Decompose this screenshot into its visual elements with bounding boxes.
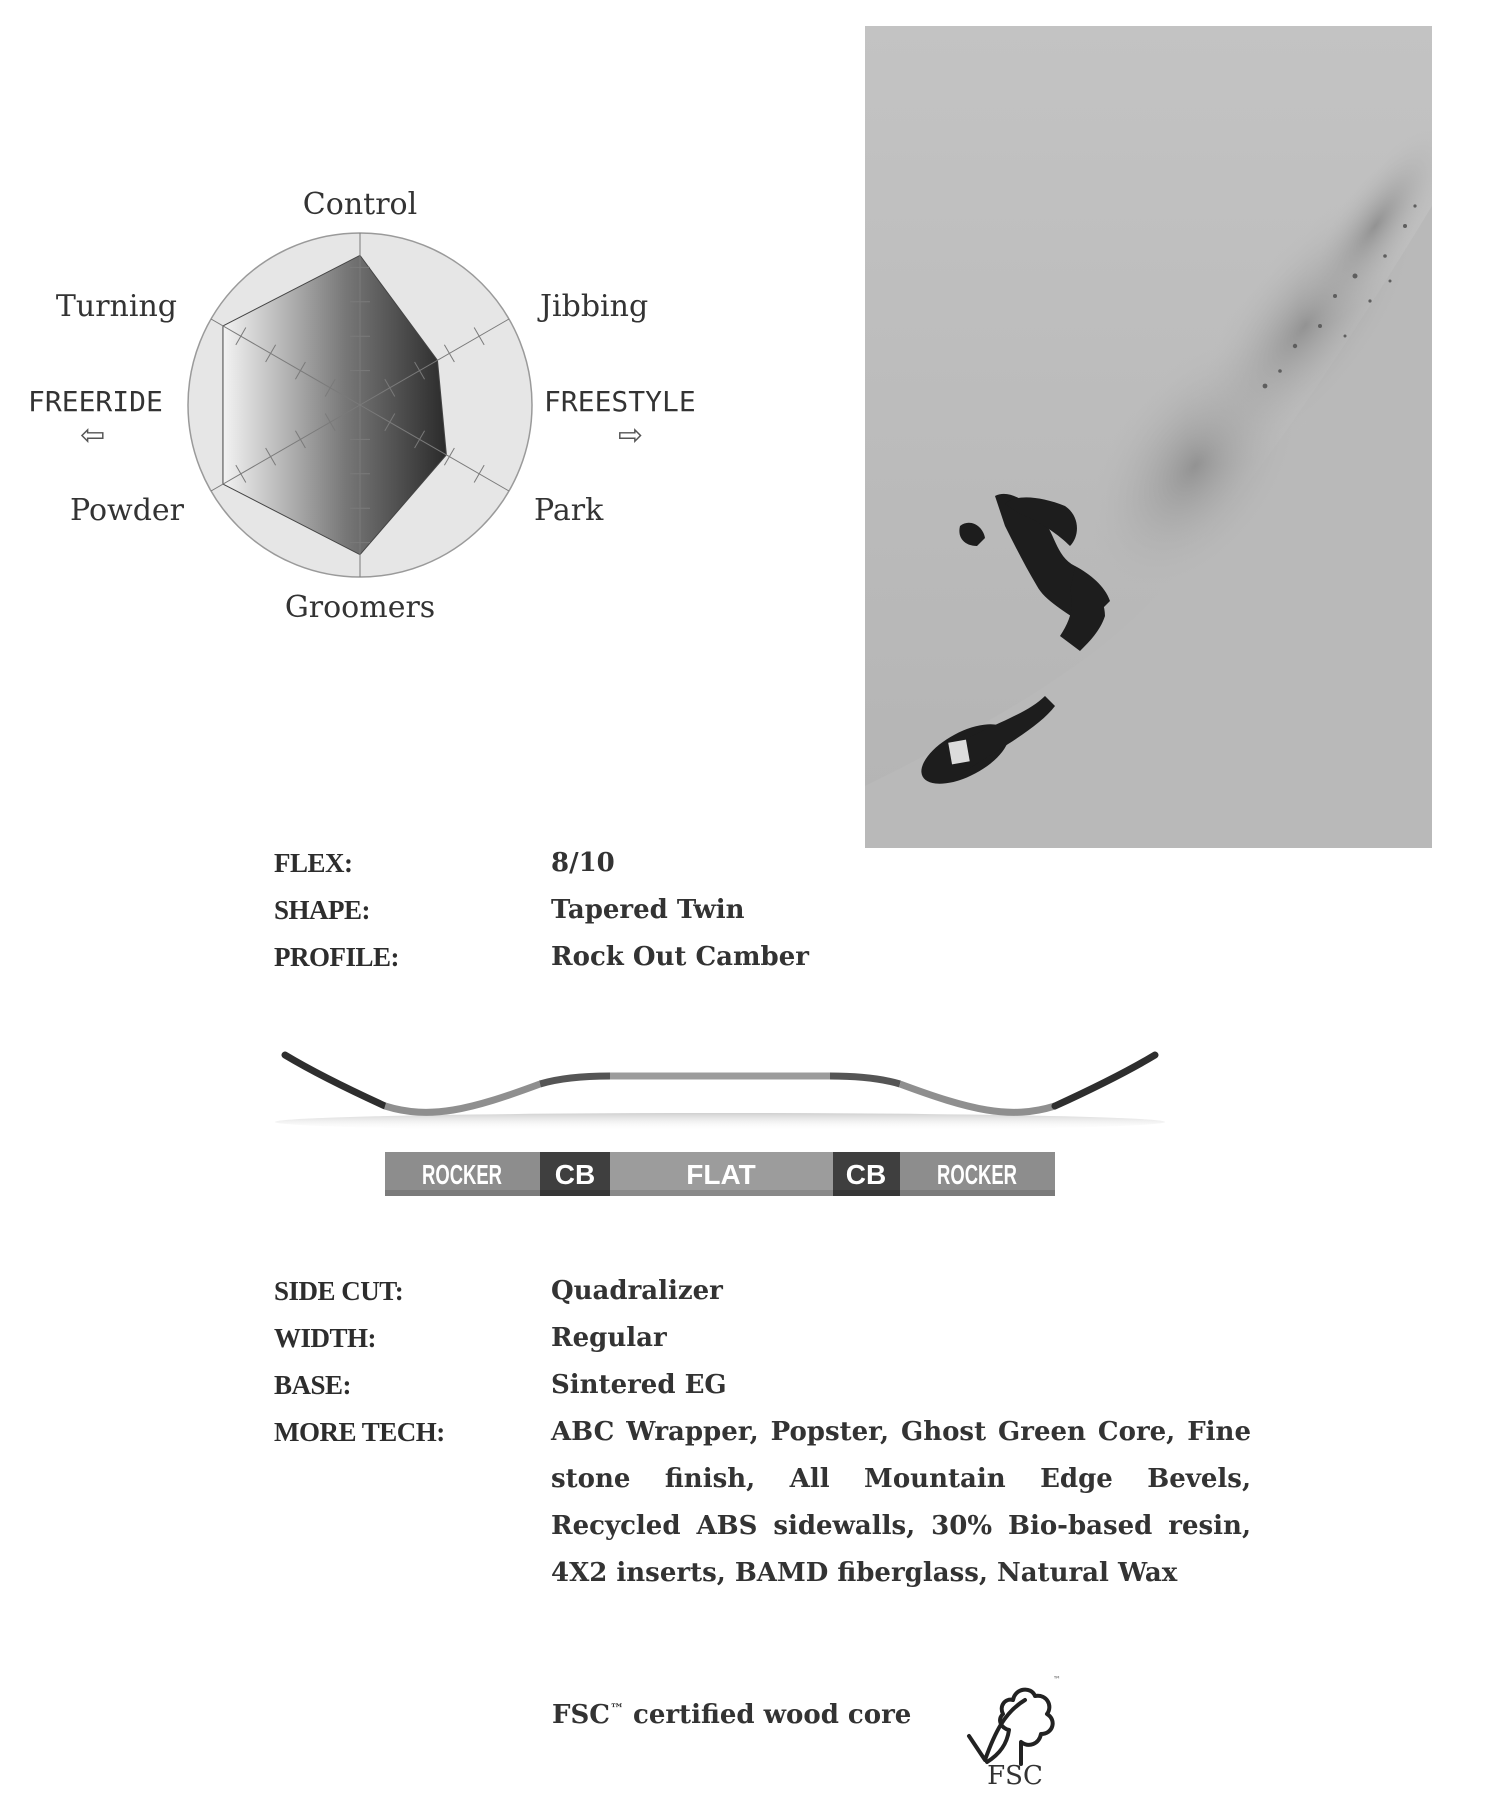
- spec-label: SHAPE:: [274, 895, 371, 925]
- spec-label: MORE TECH:: [274, 1417, 445, 1447]
- spec-label: PROFILE:: [274, 942, 400, 972]
- spec-value: Tapered Twin: [551, 895, 745, 925]
- freeride-label: FREERIDE: [28, 385, 163, 418]
- segment-label-flat: FLAT: [686, 1159, 756, 1190]
- spec-row-more-tech: [274, 1409, 1274, 1597]
- radar-label-jibbing: Jibbing: [540, 289, 649, 324]
- segment-label-cb-left: CB: [554, 1159, 596, 1190]
- fsc-logo-text: FSC: [987, 1761, 1043, 1790]
- radar-label-groomers: Groomers: [284, 590, 436, 625]
- spec-value: Sintered EG: [551, 1370, 727, 1400]
- board-profile-curve-outer-left: [285, 1055, 385, 1106]
- radar-label-turning: Turning: [55, 289, 177, 324]
- specs-bottom-table: [274, 1268, 1274, 1597]
- spec-value: Regular: [551, 1323, 667, 1353]
- spec-label: FLEX:: [274, 848, 353, 878]
- spec-row-flex: [274, 840, 1274, 887]
- board-profile-curve-cb-left: [540, 1076, 610, 1084]
- segment-label-cb-right: CB: [845, 1159, 887, 1190]
- specs-top-table: [274, 840, 1274, 981]
- spec-row-side-cut: [274, 1268, 1274, 1315]
- board-profile-curve-cb-right: [830, 1076, 900, 1084]
- board-profile-diagram: [270, 1040, 1170, 1210]
- board-shadow: [275, 1113, 1165, 1131]
- radar-label-park: Park: [534, 493, 604, 528]
- board-profile-curve-rocker-left: [385, 1084, 540, 1112]
- spec-row-base: [274, 1362, 1274, 1409]
- radar-label-control: Control: [302, 187, 418, 222]
- spec-label: SIDE CUT:: [274, 1276, 404, 1306]
- right-arrow-icon: ⇨: [618, 418, 644, 453]
- spec-row-profile: [274, 934, 1274, 981]
- board-profile-curve-rocker-right: [900, 1084, 1055, 1112]
- spec-row-shape: [274, 887, 1274, 934]
- board-profile-curve-outer-right: [1055, 1055, 1155, 1106]
- snowboarder-photo: [865, 26, 1432, 848]
- spec-value: ABC Wrapper, Popster, Ghost Green Core, Fine stone finish, All Mountain Edge Bevels, Recycled ABS sidewalls, 30% Bio-based resin, 4X2 inserts, BAMD fiberglass, Natural Wax: [551, 1417, 1251, 1588]
- spec-value: 8/10: [551, 848, 615, 878]
- fsc-text-suffix: certified wood core: [623, 1700, 912, 1730]
- segment-label-rocker-left: ROCKER: [422, 1159, 502, 1190]
- fsc-tm-mark: ™: [609, 1701, 624, 1718]
- spec-row-width: [274, 1315, 1274, 1362]
- riding-style-radar-chart: [0, 150, 760, 650]
- spec-value: Quadralizer: [551, 1276, 723, 1306]
- svg-text:™: ™: [1053, 1675, 1061, 1684]
- fsc-certification-text: [552, 1700, 911, 1730]
- spec-value: Rock Out Camber: [551, 942, 809, 972]
- left-arrow-icon: ⇦: [80, 418, 106, 453]
- spec-label: BASE:: [274, 1370, 352, 1400]
- freestyle-label: FREESTYLE: [544, 385, 696, 418]
- fsc-text-prefix: FSC: [552, 1700, 610, 1730]
- segment-label-rocker-right: ROCKER: [937, 1159, 1017, 1190]
- fsc-tree-logo-icon: [965, 1672, 1065, 1790]
- radar-label-powder: Powder: [69, 493, 184, 528]
- spec-label: WIDTH:: [274, 1323, 377, 1353]
